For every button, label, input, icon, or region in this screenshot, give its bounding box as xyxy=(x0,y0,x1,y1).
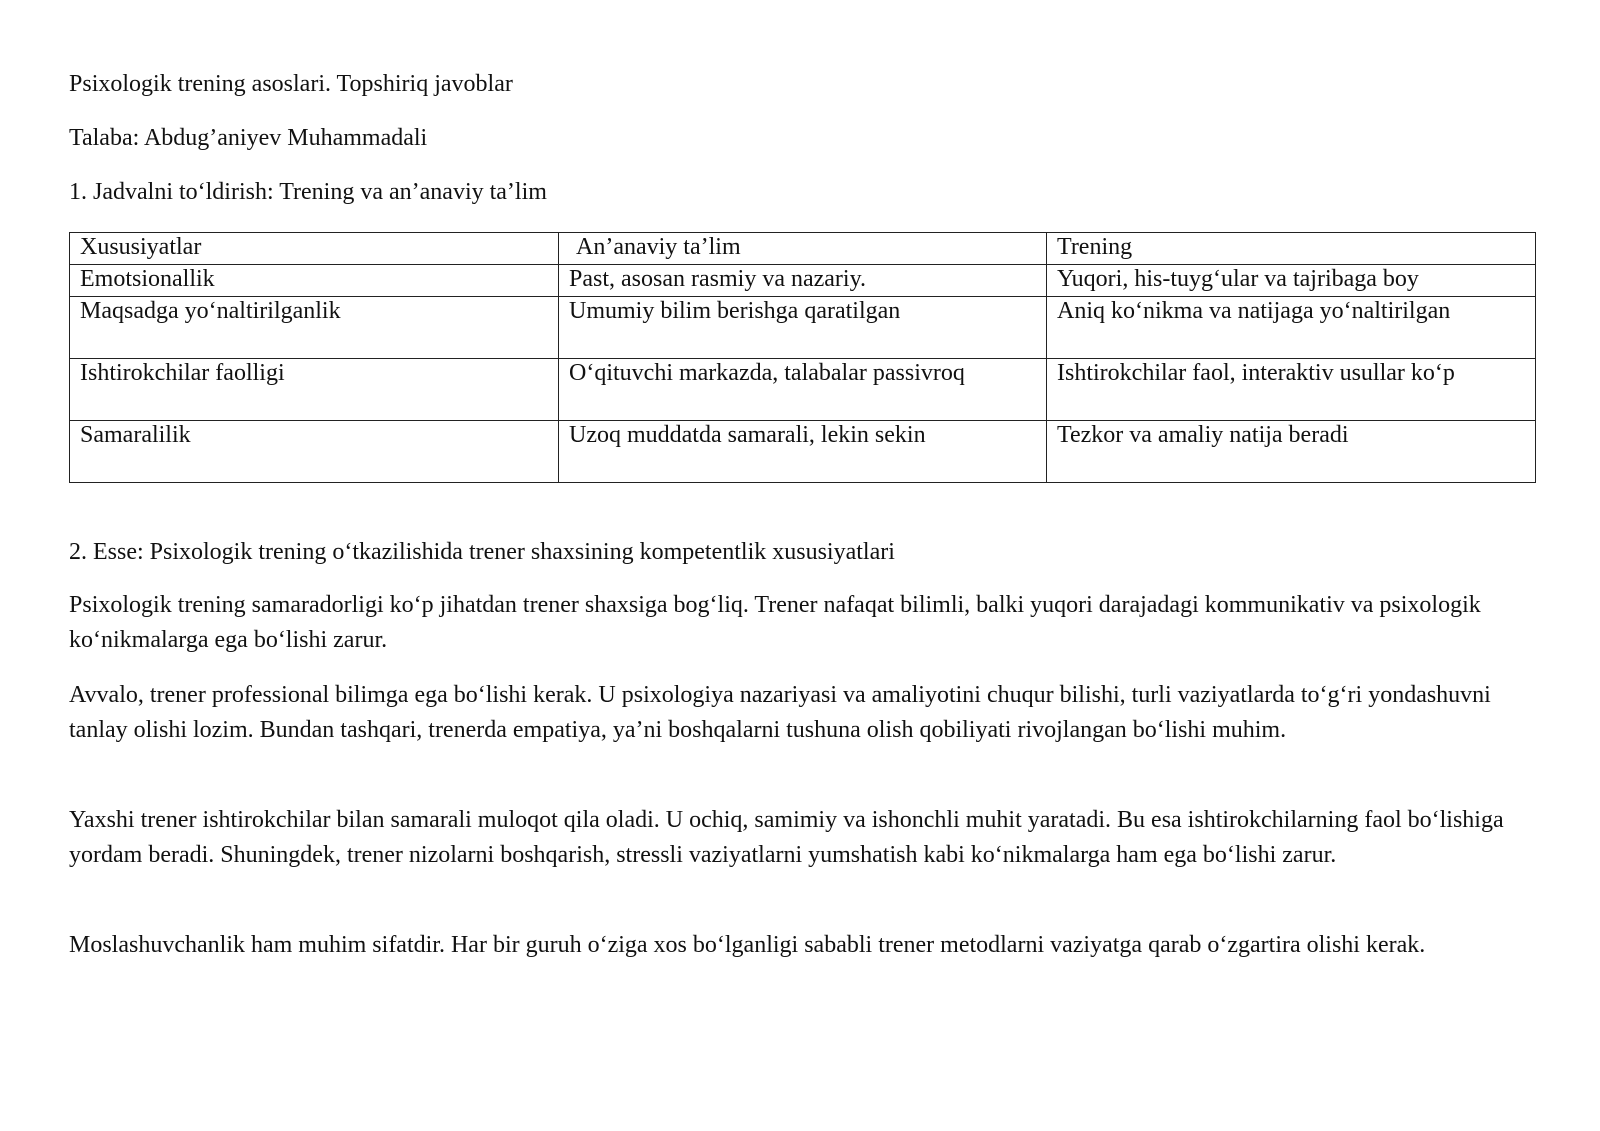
table-row xyxy=(70,297,1536,359)
table-cell: Ishtirokchilar faolligi xyxy=(70,359,559,421)
essay-paragraph: Moslashuvchanlik ham muhim sifatdir. Har bir guruh o‘ziga xos bo‘lganligi sababli trener metodlarni vaziyatga qarab o‘zgartira olishi kerak. xyxy=(69,932,1426,958)
essay-paragraph: Avvalo, trener professional bilimga ega bo‘lishi kerak. U psixologiya nazariyasi va amaliyotini chuqur bilishi, turli vaziyatlarda to‘g‘ri yondashuvni tanlay olishi lozim. Bundan tashqari, trenerda empatiya, ya’ni boshqalarni tushuna olish qobiliyati rivojlangan bo‘lishi muhim. xyxy=(69,682,1491,743)
table-cell: Maqsadga yo‘naltirilganlik xyxy=(70,297,559,359)
table-cell: Uzoq muddatda samarali, lekin sekin xyxy=(559,421,1047,483)
table-cell: Aniq ko‘nikma va natijaga yo‘naltirilgan xyxy=(1047,297,1536,359)
essay-paragraph: Psixologik trening samaradorligi ko‘p jihatdan trener shaxsiga bog‘liq. Trener nafaqat bilimli, balki yuqori darajadagi kommunikativ va psixologik ko‘nikmalarga ega bo‘lishi zarur. xyxy=(69,592,1481,653)
table-cell: Tezkor va amaliy natija beradi xyxy=(1047,421,1536,483)
table-header-row xyxy=(70,233,1536,265)
task1-heading: 1. Jadvalni to‘ldirish: Trening va an’anaviy ta’lim xyxy=(69,179,547,205)
table-header-cell: Trening xyxy=(1047,233,1536,265)
table-cell: O‘qituvchi markazda, talabalar passivroq xyxy=(559,359,1047,421)
essay-paragraph: Yaxshi trener ishtirokchilar bilan samarali muloqot qila oladi. U ochiq, samimiy va ishonchli muhit yaratadi. Bu esa ishtirokchilarning faol bo‘lishiga yordam beradi. Shuningdek, trener nizolarni boshqarish, stressli vaziyatlarni yumshatish kabi ko‘nikmalarga ham ega bo‘lishi zarur. xyxy=(69,807,1504,868)
table-cell: Yuqori, his-tuyg‘ular va tajribaga boy xyxy=(1047,265,1536,297)
table-header-cell: An’anaviy ta’lim xyxy=(559,233,1047,265)
student-name: Talaba: Abdug’aniyev Muhammadali xyxy=(69,125,428,151)
table-row xyxy=(70,265,1536,297)
table-cell: Emotsionallik xyxy=(70,265,559,297)
table-cell: Ishtirokchilar faol, interaktiv usullar ko‘p xyxy=(1047,359,1536,421)
table-row xyxy=(70,359,1536,421)
table-cell: Umumiy bilim berishga qaratilgan xyxy=(559,297,1047,359)
task2-heading: 2. Esse: Psixologik trening o‘tkazilishida trener shaxsining kompetentlik xususiyatlari xyxy=(69,539,895,565)
document-title: Psixologik trening asoslari. Topshiriq javoblar xyxy=(69,71,513,97)
table-row xyxy=(70,421,1536,483)
table-cell: Past, asosan rasmiy va nazariy. xyxy=(559,265,1047,297)
table-cell: Samaralilik xyxy=(70,421,559,483)
table-header-cell: Xususiyatlar xyxy=(70,233,559,265)
comparison-table xyxy=(69,232,1536,483)
